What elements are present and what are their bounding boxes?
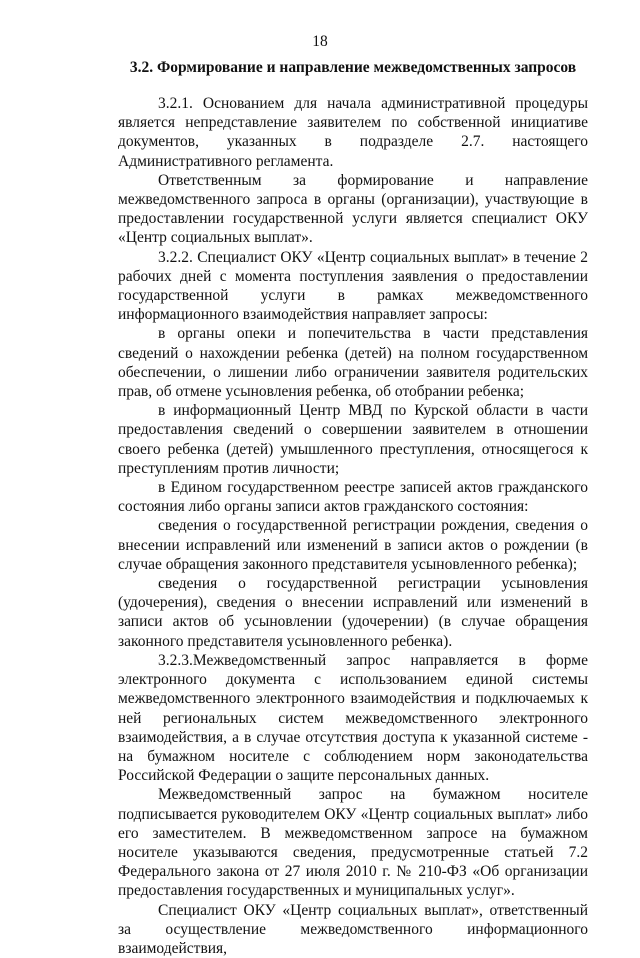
- list-item-civil-registry: в Едином государственном реестре записей актов гражданского состояния либо органы записи актов гражданского состояния:: [118, 479, 588, 516]
- paragraph-specialist-responsible: Специалист ОКУ «Центр социальных выплат», ответственный за осуществление межведомственного информационного взаимодействия,: [118, 901, 588, 957]
- document-body: [118, 94, 588, 958]
- paragraph-3-2-1: 3.2.1. Основанием для начала административной процедуры является непредставление заявителем по собственной инициативе документов, указанных в подразделе 2.7. настоящего Административного регламента.: [118, 95, 588, 170]
- list-item-birth-registration-info: сведения о государственной регистрации рождения, сведения о внесении исправлений или изменений в записи актов о рождении (в случае обращения законного представителя усыновленного ребенка);: [118, 517, 588, 573]
- page-number: 18: [312, 33, 328, 50]
- paragraph-paper-request: Межведомственный запрос на бумажном носителе подписывается руководителем ОКУ «Центр социальных выплат» либо его заместителем. В межведомственном запросе на бумажном носителе указываются сведения, предусмотренные статьей 7.2 Федерального закона от 27 июля 2010 г. № 210-ФЗ «Об организации предоставления государственных и муниципальных услуг».: [118, 786, 588, 900]
- list-item-mvd-information-center: в информационный Центр МВД по Курской области в части предоставления сведений о совершении заявителем в отношении своего ребенка (детей) умышленного преступления, относящегося к преступлениям против личности;: [118, 402, 588, 477]
- list-item-guardianship-authorities: в органы опеки и попечительства в части представления сведений о нахождении ребенка (детей) на полном государственном обеспечении, о лишении либо ограничении заявителя родительских прав, об отмене усыновления ребенка, об отобрании ребенка;: [118, 325, 588, 401]
- paragraph-3-2-2: 3.2.2. Специалист ОКУ «Центр социальных выплат» в течение 2 рабочих дней с момента поступления заявления о предоставлении государственной услуги в рамках межведомственного информационного взаимодействия направляет запросы:: [118, 248, 588, 324]
- paragraph-3-2-3: 3.2.3.Межведомственный запрос направляется в форме электронного документа с использованием единой системы межведомственного электронного взаимодействия и подключаемых к ней региональных систем межведомственного электронного взаимодействия, а в случае отсутствия доступа к указанной системе - на бумажном носителе с соблюдением норм законодательства Российской Федерации о защите персональных данных.: [118, 651, 588, 785]
- paragraph-responsible-specialist: Ответственным за формирование и направление межведомственного запроса в органы (организации), участвующие в предоставлении государственной услуги является специалист ОКУ «Центр социальных выплат».: [118, 171, 588, 247]
- section-heading: 3.2. Формирование и направление межведомственных запросов: [129, 59, 577, 76]
- list-item-adoption-registration-info: сведения о государственной регистрации усыновления (удочерения), сведения о внесении исправлений или изменений в записи актов об усыновлении (удочерении) (в случае обращения законного представителя усыновленного ребенка).: [118, 575, 588, 650]
